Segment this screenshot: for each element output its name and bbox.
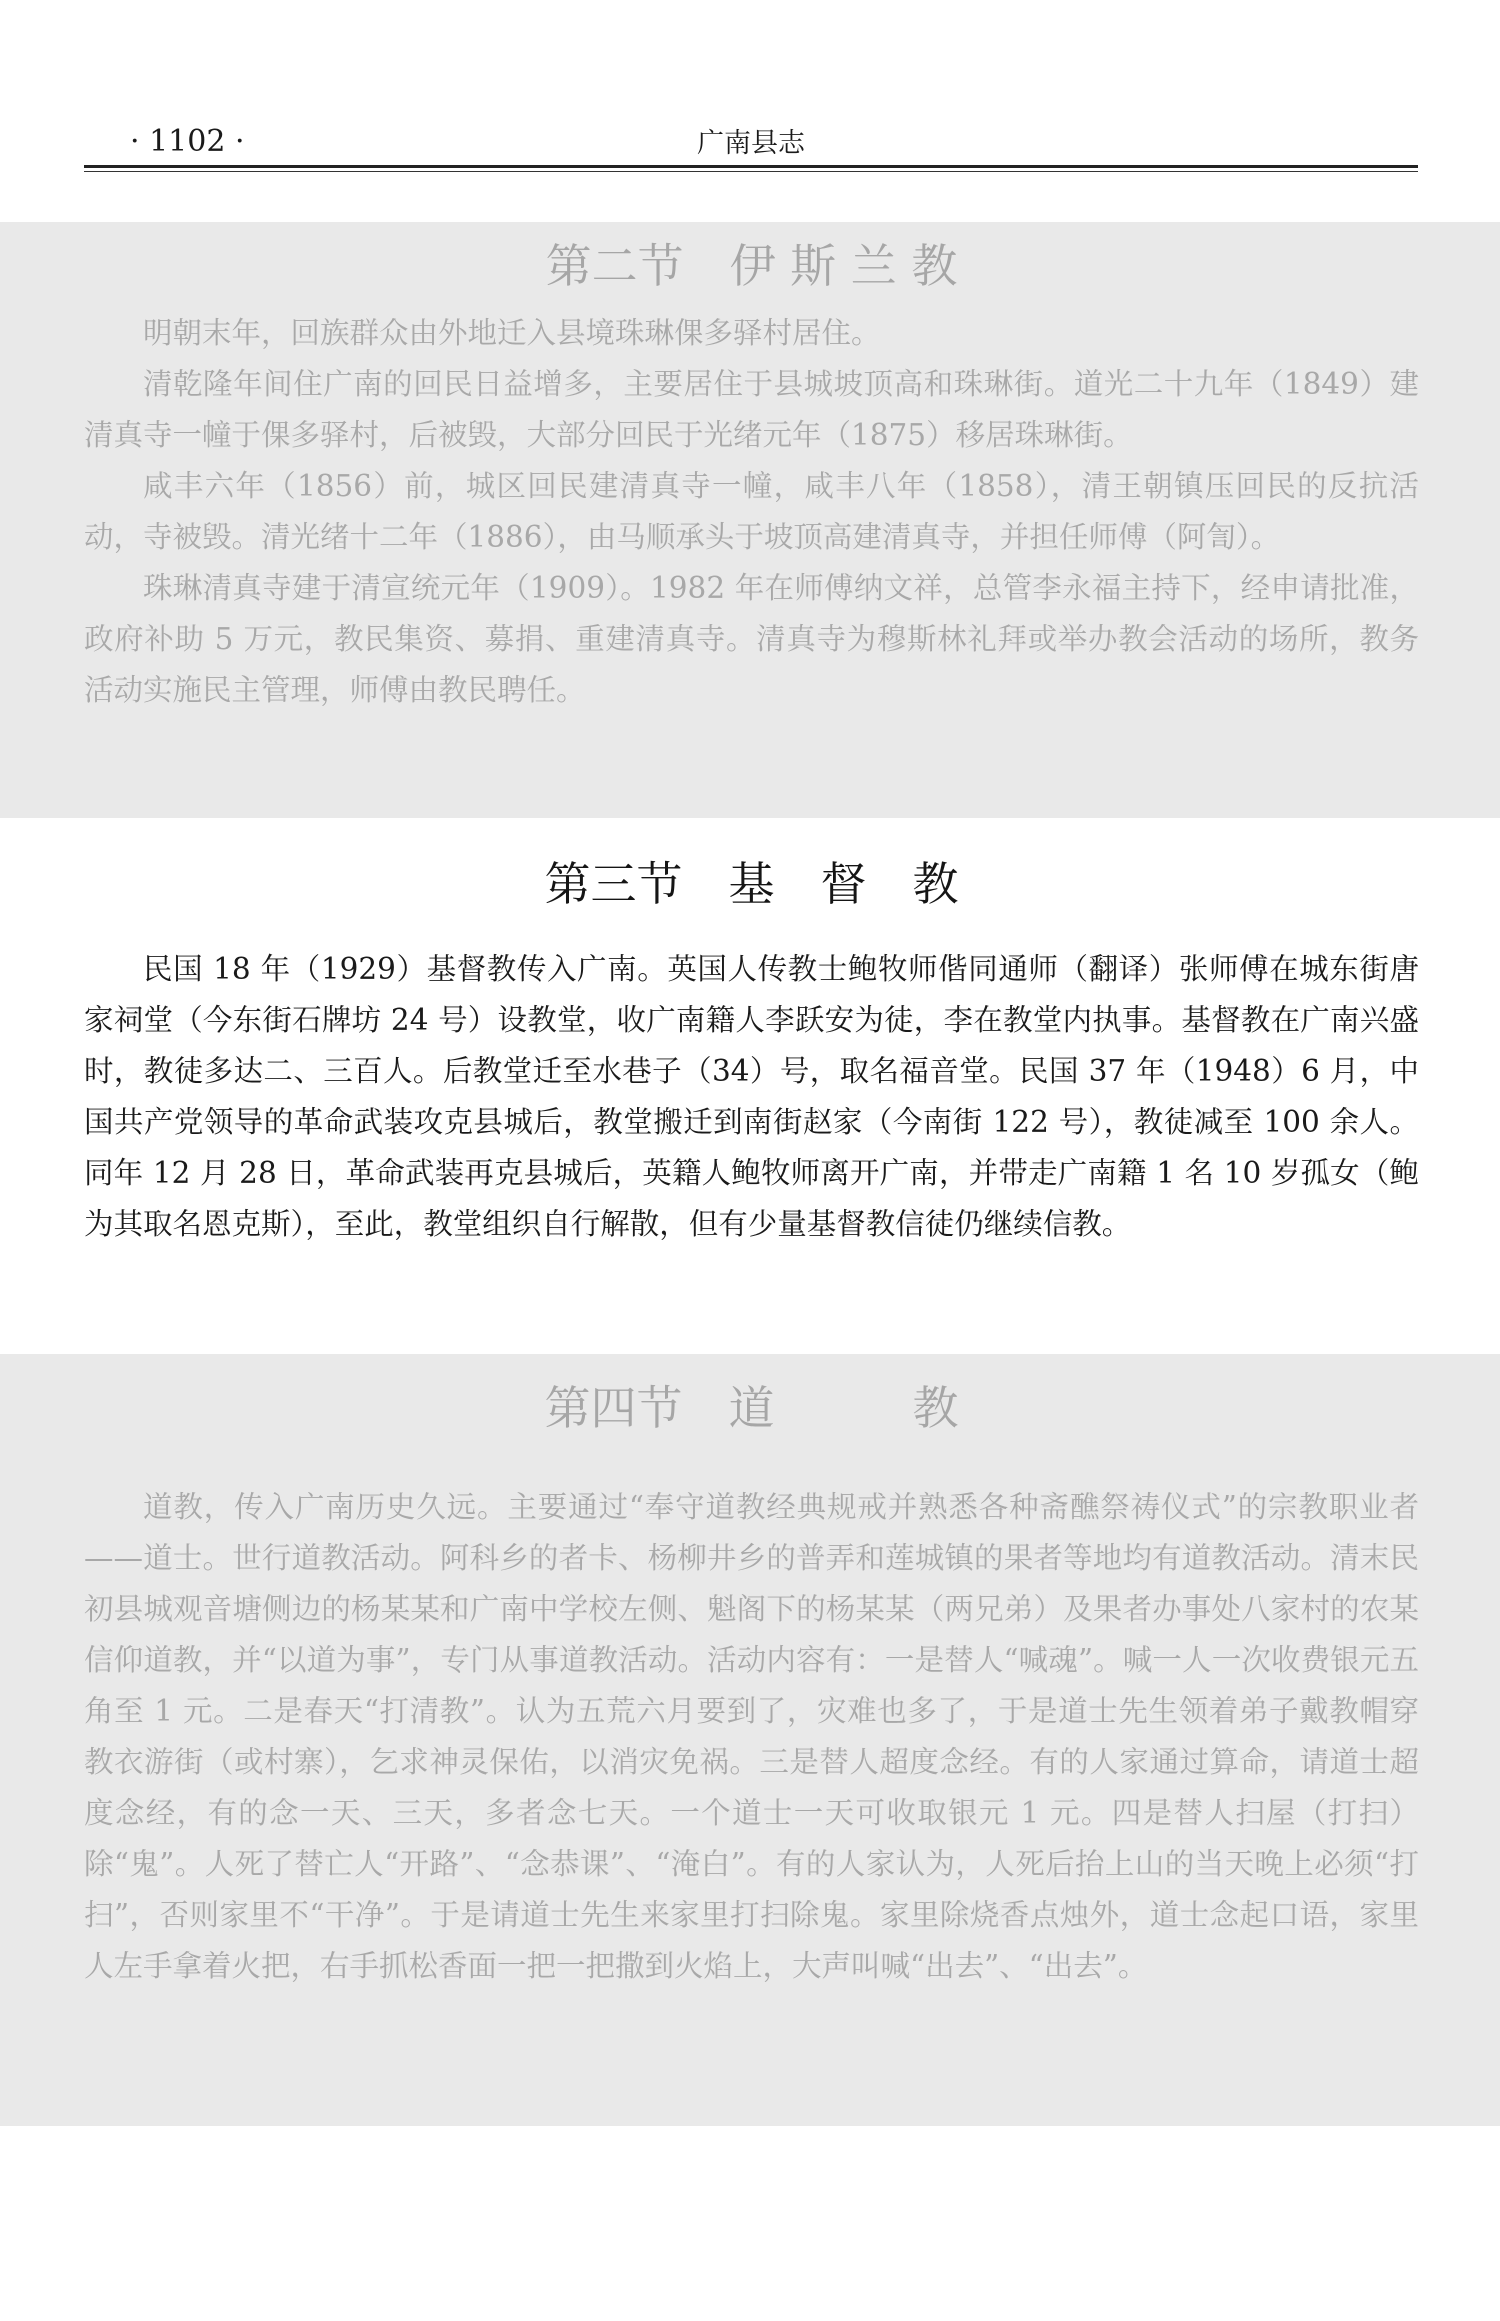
paragraph: 明朝末年，回族群众由外地迁入县境珠琳倮多驿村居住。: [143, 316, 881, 350]
paragraph: 咸丰六年（1856）前，城区回民建清真寺一幢，咸丰八年（1858），清王朝镇压回民的反抗活动，寺被毁。清光绪十二年（1886），由马顺承头于坡顶高建清真寺，并担任师傅（阿訇）。: [84, 469, 1419, 554]
header-rule-thin: [84, 171, 1418, 172]
section-title-islam: 第二节 伊 斯 兰 教: [545, 239, 958, 293]
paragraph: 民国 18 年（1929）基督教传入广南。英国人传教士鲍牧师偕同通师（翻译）张师傅在城东街唐家祠堂（今东街石牌坊 24 号）设教堂，收广南籍人李跃安为徒，李在教堂内执事。基督教在广南兴盛时，教徒多达二、三百人。后教堂迁至水巷子（34）号，取名福音堂。民国 37 年（1948）6 月，中国共产党领导的革命武装攻克县城后，教堂搬迁到南街赵家（今南街 122 号），教徒减至 100 余人。同年 12 月 28 日，革命武装再克县城后，英籍人鲍牧师离开广南，并带走广南籍 1 名 10 岁孤女（鲍为其取名恩克斯），至此，教堂组织自行解散，但有少量基督教信徒仍继续信教。: [84, 952, 1419, 1241]
section-title-christianity: 第三节 基 督 教: [544, 857, 959, 911]
section-title-taoism: 第四节 道 教: [544, 1381, 959, 1435]
paragraph: 珠琳清真寺建于清宣统元年（1909）。1982 年在师傅纳文祥，总管李永福主持下，经申请批准，政府补助 5 万元，教民集资、募捐、重建清真寺。清真寺为穆斯林礼拜或举办教会活动的场所，教务活动实施民主管理，师傅由教民聘任。: [84, 571, 1419, 707]
header-rule-thick: [84, 165, 1418, 168]
page-number: · 1102 ·: [130, 124, 245, 159]
section-taoism: [0, 1354, 1500, 2126]
paragraph: 清乾隆年间住广南的回民日益增多，主要居住于县城坡顶高和珠琳街。道光二十九年（1849）建清真寺一幢于倮多驿村，后被毁，大部分回民于光绪元年（1875）移居珠琳街。: [84, 367, 1419, 452]
section-islam: [0, 222, 1500, 818]
paragraph: 道教，传入广南历史久远。主要通过“奉守道教经典规戒并熟悉各种斋醮祭祷仪式”的宗教职业者——道士。世行道教活动。阿科乡的者卡、杨柳井乡的普弄和莲城镇的果者等地均有道教活动。清末民初县城观音塘侧边的杨某某和广南中学校左侧、魁阁下的杨某某（两兄弟）及果者办事处八家村的农某信仰道教，并“以道为事”，专门从事道教活动。活动内容有：一是替人“喊魂”。喊一人一次收费银元五角至 1 元。二是春天“打清教”。认为五荒六月要到了，灾难也多了，于是道士先生领着弟子戴教帽穿教衣游街（或村寨），乞求神灵保佑，以消灾免祸。三是替人超度念经。有的人家通过算命，请道士超度念经，有的念一天、三天，多者念七天。一个道士一天可收取银元 1 元。四是替人扫屋（打扫）除“鬼”。人死了替亡人“开路”、“念恭课”、“淹白”。有的人家认为，人死后抬上山的当天晚上必须“打扫”，否则家里不“干净”。于是请道士先生来家里打扫除鬼。家里除烧香点烛外，道士念起口语，家里人左手拿着火把，右手抓松香面一把一把撒到火焰上，大声叫喊“出去”、“出去”。: [84, 1490, 1419, 1983]
book-title: 广南县志: [697, 128, 805, 159]
section-christianity: [0, 818, 1500, 1354]
page-header: [84, 120, 1418, 170]
